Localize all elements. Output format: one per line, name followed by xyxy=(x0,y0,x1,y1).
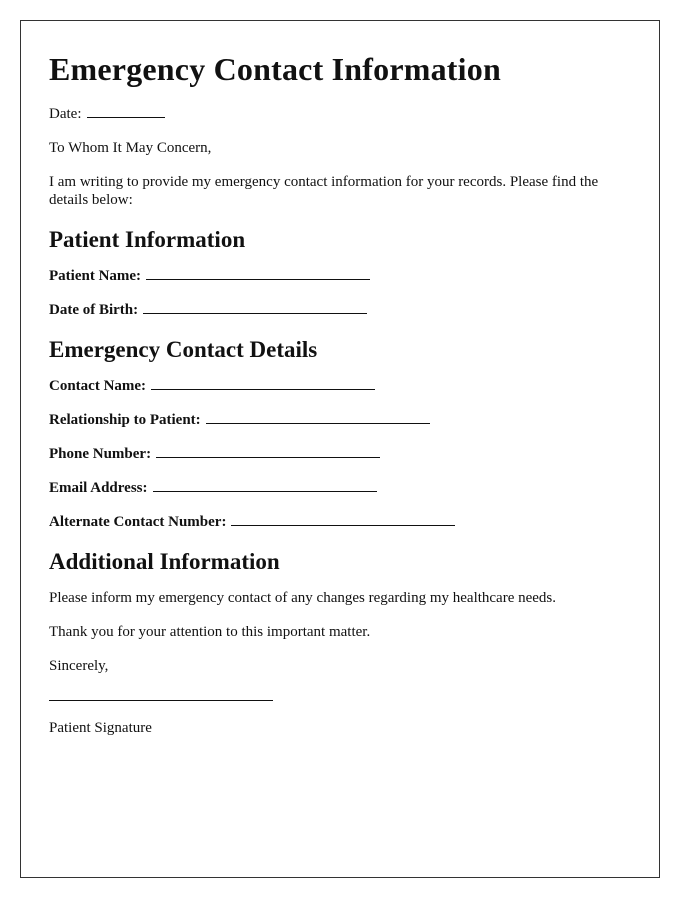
thanks-line: Thank you for your attention to this important matter. xyxy=(49,624,371,640)
signature-line[interactable] xyxy=(49,699,273,701)
emergency-contact-heading: Emergency Contact Details xyxy=(49,337,318,362)
phone-number-label: Phone Number: xyxy=(49,446,152,462)
letter-page xyxy=(20,20,660,878)
date-of-birth-field xyxy=(49,301,631,319)
date-blank[interactable] xyxy=(87,105,165,118)
email-address-label: Email Address: xyxy=(49,480,148,496)
phone-number-field xyxy=(49,445,631,463)
signature-label: Patient Signature xyxy=(49,720,152,736)
alternate-contact-blank[interactable] xyxy=(231,513,455,526)
date-label: Date: xyxy=(49,106,82,122)
contact-name-blank[interactable] xyxy=(151,377,375,390)
document-title: Emergency Contact Information xyxy=(49,51,501,87)
date-of-birth-label: Date of Birth: xyxy=(49,302,139,318)
email-address-blank[interactable] xyxy=(153,479,377,492)
email-address-field xyxy=(49,479,631,497)
patient-name-field xyxy=(49,267,631,285)
closing-line: Sincerely, xyxy=(49,658,109,674)
relationship-label: Relationship to Patient: xyxy=(49,412,201,428)
phone-number-blank[interactable] xyxy=(156,445,380,458)
additional-info-heading: Additional Information xyxy=(49,549,280,574)
relationship-field xyxy=(49,411,631,429)
contact-name-field xyxy=(49,377,631,395)
date-line xyxy=(49,105,631,123)
alternate-contact-field xyxy=(49,513,631,531)
salutation: To Whom It May Concern, xyxy=(49,140,212,156)
date-of-birth-blank[interactable] xyxy=(143,301,367,314)
patient-name-label: Patient Name: xyxy=(49,268,142,284)
contact-name-label: Contact Name: xyxy=(49,378,147,394)
alternate-contact-label: Alternate Contact Number: xyxy=(49,514,227,530)
patient-name-blank[interactable] xyxy=(146,267,370,280)
patient-info-heading: Patient Information xyxy=(49,227,246,252)
relationship-blank[interactable] xyxy=(206,411,430,424)
additional-info-text: Please inform my emergency contact of any changes regarding my healthcare needs. xyxy=(49,590,557,606)
intro-paragraph: I am writing to provide my emergency contact information for your records. Please find the details below: xyxy=(49,174,599,208)
